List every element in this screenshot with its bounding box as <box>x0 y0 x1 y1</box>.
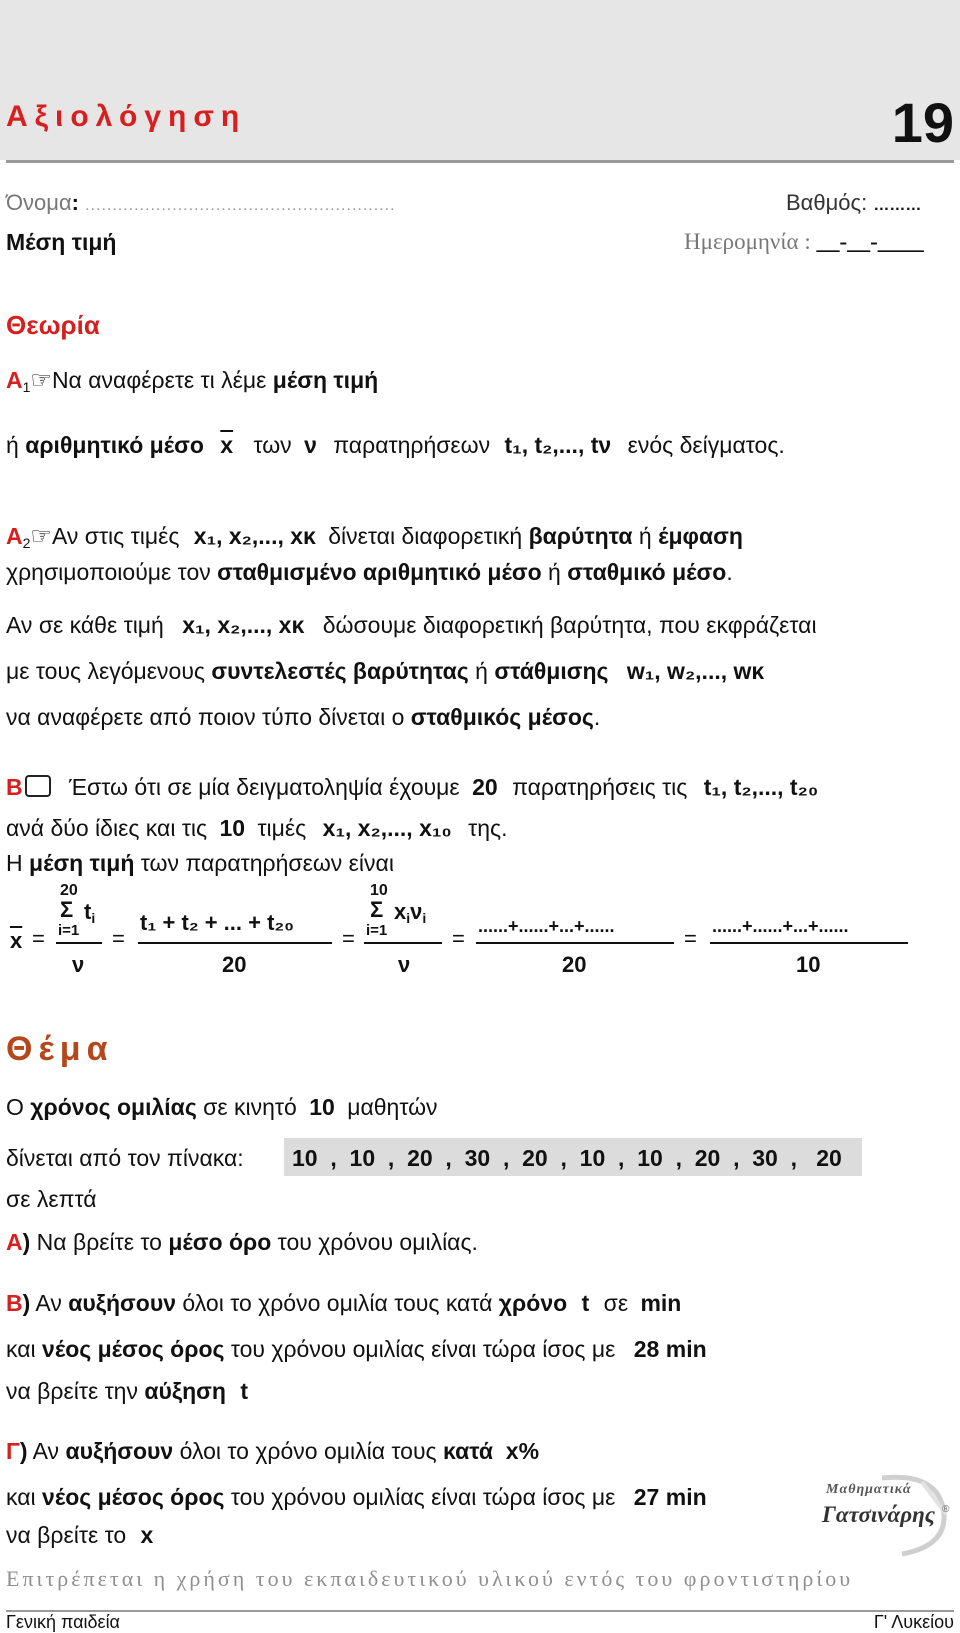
xbar-symbol: $\overline{x}$ <box>220 432 234 458</box>
a2-l1-seq: x₁, x₂,..., xκ <box>193 523 316 549</box>
a1-bold: μέση τιμή <box>272 367 379 393</box>
a2-line5 <box>6 704 600 731</box>
a1-label: Α <box>6 367 23 393</box>
theme-heading: Θέμα <box>6 1030 114 1068</box>
formula-eq: = <box>342 926 355 951</box>
qc-l1-bold2: κατά x% <box>443 1438 540 1464</box>
a1-l2-nu: ν <box>304 432 317 458</box>
qc-l2-val: 27 min <box>633 1484 707 1510</box>
den-2: 20 <box>222 952 247 977</box>
qa-label: Α <box>6 1229 23 1255</box>
fraction-bar-3 <box>364 942 442 944</box>
footer-divider <box>6 1610 954 1612</box>
qc-l3-a: να βρείτε το <box>6 1522 127 1548</box>
name-row <box>6 190 396 216</box>
qb-l1-bold1: αυξήσουν <box>68 1290 177 1316</box>
b-l3-bold: μέση τιμή <box>29 850 135 876</box>
a2-l4-a: με τους λεγόμενους <box>6 658 212 684</box>
a1-l2-d: ενός δείγματος. <box>627 432 785 458</box>
qb-paren: ) <box>22 1290 31 1316</box>
theme-line2 <box>6 1145 244 1172</box>
a1-sub: 1 <box>22 379 31 395</box>
qa-bold: μέσο όρο <box>168 1229 272 1255</box>
qb-l3-t: t <box>240 1378 249 1404</box>
formula-xbar: $\overline{x}$ <box>10 928 23 953</box>
footer-notice: Επιτρέπεται η χρήση του εκπαιδευτικού υλικού εντός του φροντιστηρίου <box>6 1566 854 1591</box>
th-l2-a: δίνεται από τον πίνακα: <box>6 1145 244 1171</box>
grade-row <box>786 190 921 216</box>
b-l1-b: παρατηρήσεις τις <box>512 774 688 800</box>
a1-line2 <box>6 432 785 459</box>
den-1: ν <box>72 952 85 977</box>
qc-paren: ) <box>19 1438 28 1464</box>
th-l1-n: 10 <box>309 1094 335 1120</box>
b-l2-seq: x₁, x₂,..., x₁₀ <box>322 815 452 841</box>
th-l1-b: σε κινητό <box>196 1094 297 1120</box>
theme-b-line2 <box>6 1336 707 1363</box>
name-label: Όνομα <box>6 190 72 215</box>
date-field[interactable]: __-__-____ <box>816 229 924 254</box>
a2-l5-bold: σταθμικός μέσος <box>410 704 594 730</box>
a2-l3-seq: x₁, x₂,..., xκ <box>182 612 305 638</box>
b-l1-seq: t₁, t₂,..., t₂₀ <box>703 774 819 800</box>
qb-l2-val: 28 min <box>633 1336 707 1362</box>
a1-l2-a: ή <box>6 432 26 458</box>
question-a1 <box>6 366 378 395</box>
qc-l1-a: Αν <box>27 1438 66 1464</box>
pointing-hand-icon: ☞ <box>30 367 52 394</box>
den-4: 20 <box>562 952 587 977</box>
sum-upper-1: 20 <box>60 882 78 899</box>
b-l1-a: Έστω ότι σε μία δειγματοληψία έχουμε <box>69 774 460 800</box>
theory-heading: Θεωρία <box>6 310 100 340</box>
publisher-logo <box>822 1468 952 1558</box>
th-l1-a: Ο <box>6 1094 31 1120</box>
th-l1-c: μαθητών <box>347 1094 438 1120</box>
sum-term-2: $x_i\nu_i$ <box>394 899 427 926</box>
qa-a: Να βρείτε το <box>30 1229 169 1255</box>
fraction-bar-4 <box>476 942 674 944</box>
formula-eq: = <box>684 926 697 951</box>
question-theme-a <box>6 1229 478 1256</box>
logo-registered-mark: ® <box>942 1504 950 1515</box>
grade-field-dots[interactable]: ……… <box>873 197 922 214</box>
b-line2 <box>6 815 508 842</box>
a2-l1-bold1: βαρύτητα <box>528 523 633 549</box>
sum-term-1: $t_i$ <box>84 899 96 926</box>
theme-line3: σε λεπτά <box>6 1186 97 1212</box>
grade-label: Βαθμός: <box>786 190 868 215</box>
footer-right: Γ' Λυκείου <box>873 1612 954 1632</box>
a1-l2-bold: αριθμητικό μέσο <box>25 432 204 458</box>
checkbox-icon <box>25 775 51 797</box>
logo-line1: Μαθηματικά <box>826 1482 912 1497</box>
question-a2 <box>6 522 743 551</box>
fraction-bar-1 <box>56 942 102 944</box>
a2-l4-b: ή <box>468 658 495 684</box>
den-3: ν <box>398 952 411 977</box>
pointing-hand-icon: ☞ <box>30 523 52 550</box>
sum-lower-1: i=1 <box>58 922 80 939</box>
qc-l2-a: και <box>6 1484 43 1510</box>
header-divider <box>6 160 954 163</box>
theme-b-line3 <box>6 1378 248 1405</box>
a1-l2-b: των <box>253 432 292 458</box>
a2-l2-bold2: σταθμικό μέσο <box>567 559 727 585</box>
qc-l1-b: όλοι το χρόνο ομιλία τους <box>173 1438 444 1464</box>
a1-l2-seq: t₁, t₂,..., tν <box>504 432 612 458</box>
a2-l2-b: ή <box>541 559 568 585</box>
header-band <box>0 0 960 160</box>
b-l2-n: 10 <box>219 815 246 841</box>
den-5: 10 <box>796 952 821 977</box>
fraction-bar-2 <box>138 942 332 944</box>
qc-l2-bold: νέος μέσος όρος <box>42 1484 225 1510</box>
a2-line3 <box>6 612 817 639</box>
a2-l4-seq: w₁, w₂,..., wκ <box>626 658 765 684</box>
qb-label: Β <box>6 1290 23 1316</box>
qb-l2-a: και <box>6 1336 43 1362</box>
name-colon: : <box>71 190 79 215</box>
date-row <box>684 229 924 255</box>
sum-upper-2: 10 <box>370 882 388 899</box>
qc-l2-b: του χρόνου ομιλίας είναι τώρα ίσος με <box>224 1484 616 1510</box>
date-label: Ημερομηνία : <box>684 229 811 254</box>
a2-l1-b: δίνεται διαφορετική <box>328 523 529 549</box>
qb-l2-bold: νέος μέσος όρος <box>42 1336 225 1362</box>
qb-l1-t: t <box>581 1290 590 1316</box>
qb-l3-bold: αύξηση <box>144 1378 226 1404</box>
qb-l3-a: να βρείτε την <box>6 1378 145 1404</box>
num-5: ......+......+...+...... <box>712 916 849 936</box>
footer-left: Γενική παιδεία <box>6 1612 120 1632</box>
data-values: 10 , 10 , 20 , 30 , 20 , 10 , 10 , 20 , 30 , 20 <box>292 1145 842 1171</box>
a2-label: Α <box>6 523 23 549</box>
b-label: Β <box>6 774 23 800</box>
b-l2-b: τιμές <box>257 815 307 841</box>
a2-l2-a: χρησιμοποιούμε τον <box>6 559 218 585</box>
qb-l1-unit: min <box>640 1290 682 1316</box>
question-theme-b <box>6 1290 681 1317</box>
topic-label: Μέση τιμή <box>6 229 117 255</box>
name-field-dots[interactable]: ......................................................... <box>85 197 396 214</box>
sigma-2: Σ <box>370 897 384 922</box>
question-theme-c <box>6 1438 539 1465</box>
qc-l3-x: x <box>140 1522 154 1548</box>
a2-l1-bold2: έμφαση <box>658 523 743 549</box>
a2-l3-b: δώσουμε διαφορετική βαρύτητα, που εκφράζεται <box>322 612 817 638</box>
theme-line1 <box>6 1094 438 1121</box>
qc-label: Γ <box>6 1438 20 1464</box>
fraction-bar-5 <box>710 942 908 944</box>
a2-line2 <box>6 559 733 586</box>
question-b <box>6 774 818 801</box>
b-l2-c: της. <box>468 815 508 841</box>
formula-eq: = <box>452 926 465 951</box>
a2-sub: 2 <box>22 535 31 551</box>
sigma-1: Σ <box>60 897 74 922</box>
qb-l1-b: όλοι το χρόνο ομιλία τους κατά <box>176 1290 499 1316</box>
page-number: 19 <box>891 91 954 154</box>
a2-l4-bold1: συντελεστές βαρύτητας <box>211 658 469 684</box>
b-l3-a: Η <box>6 850 29 876</box>
theme-c-line2 <box>6 1484 707 1511</box>
num-4: ......+......+...+...... <box>478 916 615 936</box>
a2-l4-bold2: στάθμισης <box>494 658 609 684</box>
qc-l1-bold1: αυξήσουν <box>65 1438 174 1464</box>
qa-paren: ) <box>22 1229 31 1255</box>
b-l2-a: ανά δύο ίδιες και τις <box>6 815 208 841</box>
qb-l1-bold2: χρόνο <box>498 1290 568 1316</box>
a2-l5-c: . <box>593 704 601 730</box>
sum-lower-2: i=1 <box>366 922 388 939</box>
a2-line4 <box>6 658 764 685</box>
num-2: t₁ + t₂ + ... + t₂₀ <box>140 910 295 935</box>
formula-eq: = <box>32 926 45 951</box>
a2-l2-c: . <box>726 559 733 585</box>
qb-l1-a: Αν <box>30 1290 69 1316</box>
b-line3 <box>6 850 394 877</box>
b-l1-n: 20 <box>472 774 498 800</box>
theme-c-line3 <box>6 1522 153 1549</box>
qb-l2-b: του χρόνου ομιλίας είναι τώρα ίσος με <box>224 1336 616 1362</box>
a2-l5-a: να αναφέρετε από ποιον τύπο δίνεται ο <box>6 704 411 730</box>
qa-b: του χρόνου ομιλίας. <box>271 1229 478 1255</box>
a2-l3-a: Αν σε κάθε τιμή <box>6 612 164 638</box>
a1-text: Να αναφέρετε τι λέμε <box>51 367 273 393</box>
logo-line2: Γατσινάρης <box>822 1502 935 1527</box>
a2-l1-a: Αν στις τιμές <box>51 523 180 549</box>
formula-eq: = <box>112 926 125 951</box>
b-l3-b: των παρατηρήσεων είναι <box>134 850 394 876</box>
a1-l2-c: παρατηρήσεων <box>333 432 491 458</box>
a2-l1-c: ή <box>632 523 659 549</box>
page-title: Αξιολόγηση <box>6 100 247 133</box>
a2-l2-bold1: σταθμισμένο αριθμητικό μέσο <box>217 559 542 585</box>
qb-l1-c: σε <box>603 1290 629 1316</box>
th-l1-bold: χρόνος ομιλίας <box>30 1094 197 1120</box>
